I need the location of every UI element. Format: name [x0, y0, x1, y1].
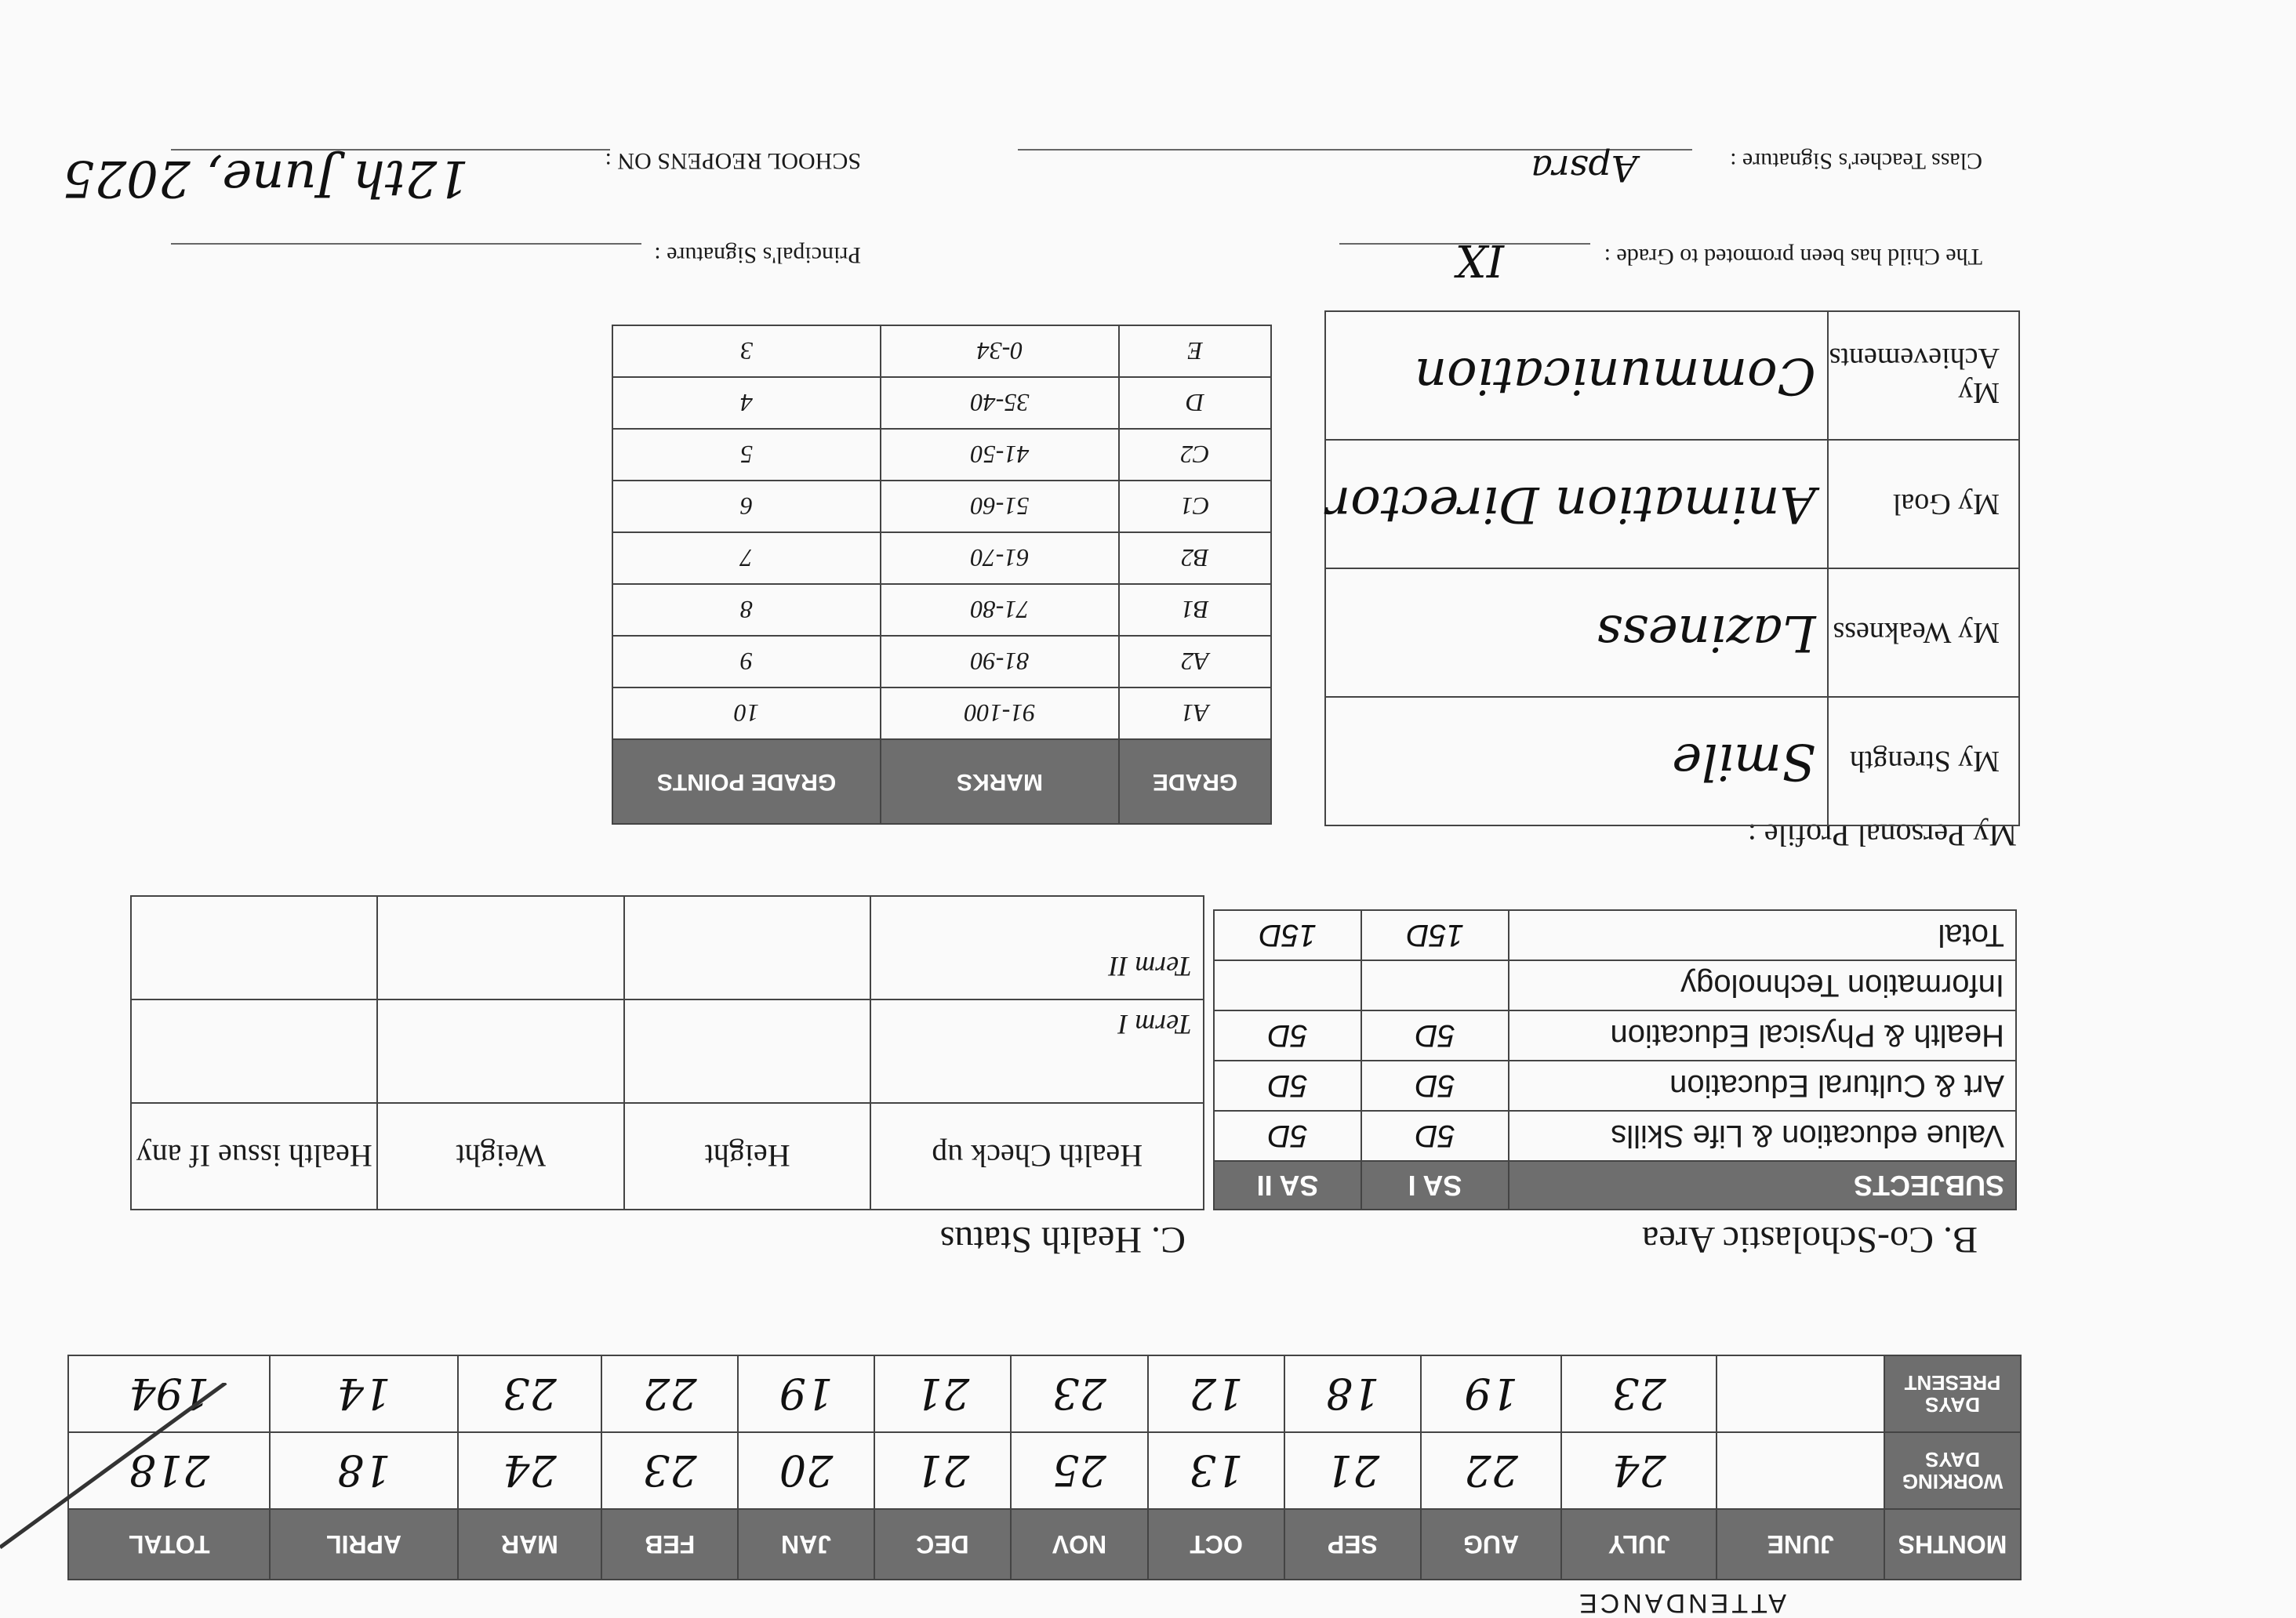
marks-cell: 0-34: [881, 325, 1119, 377]
working-days-cell: 24: [1561, 1432, 1717, 1509]
achievements-label: My Achievements: [1828, 311, 2019, 440]
subjects-header: SUBJECTS: [1509, 1161, 2016, 1210]
grade-cell: B1: [1119, 584, 1271, 636]
sa2-grade: 5D: [1214, 1061, 1361, 1111]
working-days-cell: 18: [271, 1432, 458, 1509]
sa2-header: SA II: [1214, 1161, 1361, 1210]
sa1-grade: [1361, 960, 1509, 1010]
table-row: [612, 481, 1271, 532]
marks-cell: 35-40: [881, 377, 1119, 429]
days-present-cell: 22: [601, 1355, 738, 1432]
sa2-grade: 5D: [1214, 1010, 1361, 1061]
grading-header-row: [612, 739, 1271, 824]
achievements-value: Communication: [1325, 311, 1828, 440]
days-present-cell: 194: [68, 1355, 271, 1432]
month-cell: DEC: [874, 1509, 1011, 1580]
school-reopens-label: SCHOOL REOPENS ON :: [605, 148, 861, 174]
table-row: [612, 377, 1271, 429]
weakness-label: My Weakness: [1828, 568, 2019, 697]
days-present-cell: 12: [1148, 1355, 1284, 1432]
term1-height: [624, 999, 870, 1103]
days-present-cell: 23: [458, 1355, 602, 1432]
term2-height: [624, 896, 870, 999]
table-row: [612, 429, 1271, 481]
days-present-cell: 19: [1421, 1355, 1562, 1432]
working-days-cell: 13: [1148, 1432, 1284, 1509]
marks-header: MARKS: [881, 739, 1119, 824]
teacher-signature: Apsra: [1531, 147, 1637, 190]
goal-label: My Goal: [1828, 440, 2019, 568]
weakness-value: Laziness: [1325, 568, 1828, 697]
days-present-row: [68, 1355, 2021, 1432]
grade-cell: A1: [1119, 687, 1271, 739]
term1-weight: [377, 999, 623, 1103]
sa1-header: SA I: [1361, 1161, 1509, 1210]
term1-label: Term I: [870, 999, 1204, 1103]
points-cell: 4: [612, 377, 881, 429]
working-days-cell: [1717, 1432, 1884, 1509]
coscholastic-table: [1213, 909, 2017, 1210]
days-present-cell: 18: [1284, 1355, 1421, 1432]
marks-cell: 91-100: [881, 687, 1119, 739]
health-status-title: C. Health Status: [939, 1219, 1186, 1261]
days-present-cell: 19: [738, 1355, 874, 1432]
marks-cell: 71-80: [881, 584, 1119, 636]
personal-profile-table: [1324, 310, 2020, 826]
grade-cell: A2: [1119, 636, 1271, 687]
month-cell: MAR: [458, 1509, 602, 1580]
month-cell: JULY: [1561, 1509, 1717, 1580]
sa1-grade: 15D: [1361, 910, 1509, 960]
working-days-cell: 218: [68, 1432, 271, 1509]
table-row: [131, 999, 1204, 1103]
working-days-cell: 21: [874, 1432, 1011, 1509]
marks-cell: 81-90: [881, 636, 1119, 687]
days-present-cell: 23: [1561, 1355, 1717, 1432]
table-row: [1325, 697, 2019, 825]
term2-issue: [131, 896, 377, 999]
subject-name: Art & Cultural Education: [1509, 1061, 2016, 1111]
table-row: [1214, 960, 2016, 1010]
attendance-table: [67, 1355, 2022, 1580]
health-status-table: [130, 895, 1204, 1210]
sa2-grade: [1214, 960, 1361, 1010]
month-cell: APRIL: [271, 1509, 458, 1580]
points-cell: 6: [612, 481, 881, 532]
term1-issue: [131, 999, 377, 1103]
scan-edge-line: [0, 1383, 257, 1618]
sa1-grade: 5D: [1361, 1010, 1509, 1061]
points-cell: 5: [612, 429, 881, 481]
sa2-grade: 15D: [1214, 910, 1361, 960]
month-cell: SEP: [1284, 1509, 1421, 1580]
subject-name: Information Technology: [1509, 960, 2016, 1010]
strength-value: Smile: [1325, 697, 1828, 825]
table-row: [131, 896, 1204, 999]
height-header: Height: [624, 1103, 870, 1210]
grade-points-header: GRADE POINTS: [612, 739, 881, 824]
table-row: [1214, 1010, 2016, 1061]
teacher-signature-label: Class Teacher's Signature :: [1730, 148, 1982, 174]
table-row: [1325, 440, 2019, 568]
term2-weight: [377, 896, 623, 999]
personal-profile-heading: My Personal Profile :: [1747, 818, 2017, 853]
working-days-row: [68, 1432, 2021, 1509]
working-days-cell: 25: [1011, 1432, 1148, 1509]
sa2-grade: 5D: [1214, 1111, 1361, 1161]
table-row: [612, 636, 1271, 687]
grade-cell: C1: [1119, 481, 1271, 532]
table-row: [612, 584, 1271, 636]
month-cell: NOV: [1011, 1509, 1148, 1580]
table-row: [612, 532, 1271, 584]
table-row: [1325, 311, 2019, 440]
marks-cell: 51-60: [881, 481, 1119, 532]
working-days-cell: 23: [601, 1432, 738, 1509]
weight-header: Weight: [377, 1103, 623, 1210]
promoted-label: The Child has been promoted to Grade :: [1604, 244, 1982, 270]
days-present-cell: [1717, 1355, 1884, 1432]
school-reopens-date: 12th June, 2025: [62, 149, 469, 207]
grade-cell: E: [1119, 325, 1271, 377]
grade-cell: D: [1119, 377, 1271, 429]
month-cell: JUNE: [1717, 1509, 1884, 1580]
points-cell: 9: [612, 636, 881, 687]
sa1-grade: 5D: [1361, 1061, 1509, 1111]
marks-cell: 61-70: [881, 532, 1119, 584]
points-cell: 7: [612, 532, 881, 584]
working-days-label: WORKING DAYS: [1884, 1432, 2021, 1509]
table-row: [1325, 568, 2019, 697]
working-days-cell: 21: [1284, 1432, 1421, 1509]
grade-cell: C2: [1119, 429, 1271, 481]
health-issue-header: Health issue If any: [131, 1103, 377, 1210]
grade-cell: B2: [1119, 532, 1271, 584]
principal-signature-label: Principal's Signature :: [654, 242, 861, 268]
days-present-cell: 23: [1011, 1355, 1148, 1432]
goal-value: Animation Director: [1325, 440, 1828, 568]
days-present-cell: 14: [271, 1355, 458, 1432]
subject-name: Total: [1509, 910, 2016, 960]
working-days-cell: 24: [458, 1432, 602, 1509]
strength-label: My Strength: [1828, 697, 2019, 825]
working-days-cell: 20: [738, 1432, 874, 1509]
month-cell: OCT: [1148, 1509, 1284, 1580]
sa1-grade: 5D: [1361, 1111, 1509, 1161]
coscholastic-header-row: [1214, 1161, 2016, 1210]
table-row: [1214, 1111, 2016, 1161]
days-present-label: DAYS PRESENT: [1884, 1355, 2021, 1432]
table-row: [612, 687, 1271, 739]
points-cell: 10: [612, 687, 881, 739]
coscholastic-title: B. Co-Scholastic Area: [1642, 1219, 1978, 1261]
subject-name: Value education & Life Skills: [1509, 1111, 2016, 1161]
health-header-row: [131, 1103, 1204, 1210]
term2-label: Term II: [870, 896, 1204, 999]
month-cell: FEB: [601, 1509, 738, 1580]
points-cell: 3: [612, 325, 881, 377]
month-cell: JAN: [738, 1509, 874, 1580]
grade-header: GRADE: [1119, 739, 1271, 824]
table-row: [1214, 910, 2016, 960]
table-row: [612, 325, 1271, 377]
marks-cell: 41-50: [881, 429, 1119, 481]
days-present-cell: 21: [874, 1355, 1011, 1432]
health-checkup-header: Health Check up: [870, 1103, 1204, 1210]
months-row: [68, 1509, 2021, 1580]
subject-name: Health & Physical Education: [1509, 1010, 2016, 1061]
table-row: [1214, 1061, 2016, 1111]
grading-scale-table: [612, 325, 1272, 825]
promoted-grade-value: IX: [1455, 234, 1504, 285]
working-days-cell: 22: [1421, 1432, 1562, 1509]
attendance-heading: ATTENDANCE: [1576, 1588, 1786, 1618]
points-cell: 8: [612, 584, 881, 636]
month-cell: AUG: [1421, 1509, 1562, 1580]
principal-signature-line: [171, 243, 641, 245]
month-cell: TOTAL: [68, 1509, 271, 1580]
months-label: MONTHS: [1884, 1509, 2021, 1580]
